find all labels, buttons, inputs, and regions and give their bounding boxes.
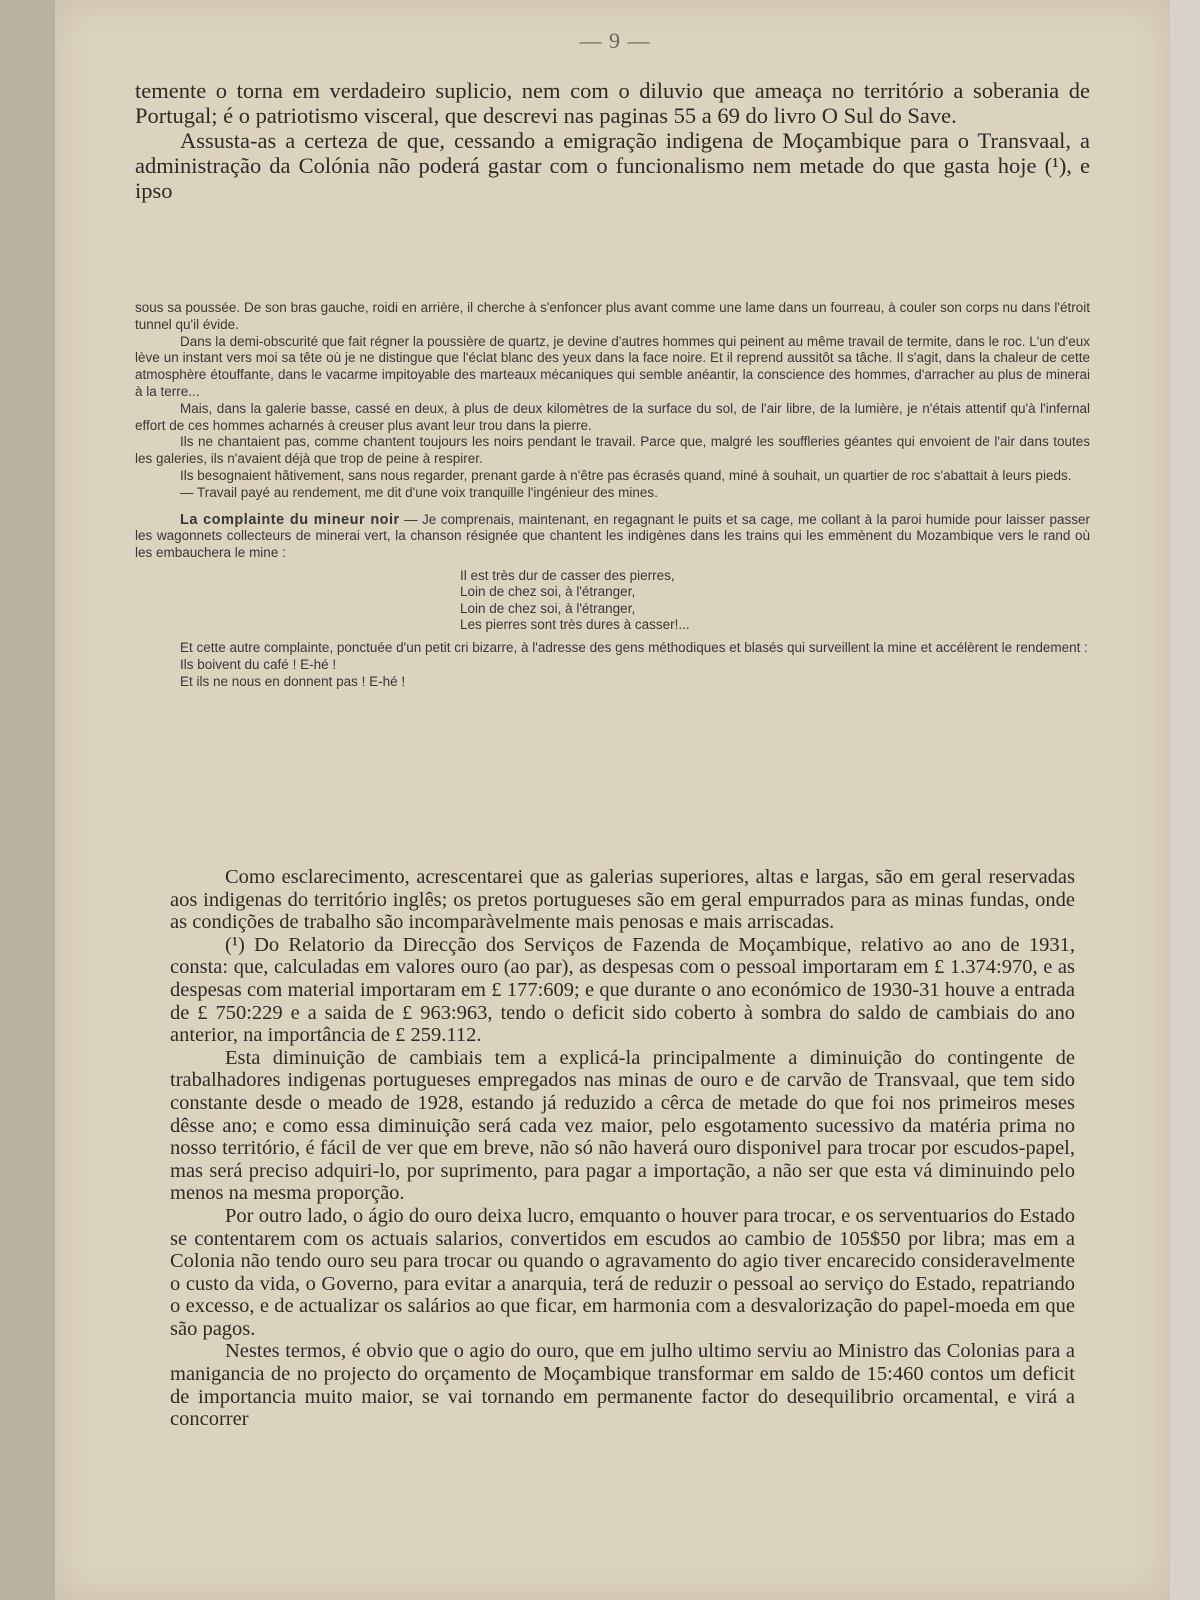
verse-line: Ils boivent du café ! E-hé ! (180, 656, 337, 672)
complainte-heading: La complainte du mineur noir (180, 511, 400, 528)
verse-line: Il est très dur de casser des pierres, (460, 567, 675, 583)
paragraph: Assusta-as a certeza de que, cessando a emigração indigena de Moçambique para o Transvaal, a administração da Colónia não poderá gastar com o funcionalismo nem metade do que gasta hoje (¹), e ipso (135, 128, 1090, 203)
lower-text-block (170, 866, 1075, 1431)
paragraph: Esta diminuição de cambiais tem a explicá-la principalmente a diminuição do contingente de trabalhadores indigenas portugueses empregados nas minas de ouro e de carvão de Transvaal, que tem sido constante desde o meado de 1928, estando já reduzido a cêrca de metade do que foi nos primeiros meses dêsse ano; e como essa diminuição será cada vez maior, pelo esgotamento sucessivo da matéria prima no nosso território, é fácil de ver que em breve, não só não haverá ouro disponivel para trocar por escudos-papel, mas será preciso adquiri-lo, por suprimento, para pagar a importação, a não ser que esta vá diminuindo pelo menos na mesma proporção. (170, 1046, 1075, 1205)
top-text-block (135, 78, 1090, 203)
quote-paragraph: Mais, dans la galerie basse, cassé en deux, à plus de deux kilomètres de la surface du sol, de l'air libre, de la lumière, je n'étais attentif qu'à l'infernal effort de ces hommes acharnés à creuser plus avant leur trou dans la pierre. (135, 400, 1090, 433)
document-page (55, 0, 1170, 1600)
paragraph: temente o torna em verdadeiro suplicio, nem com o diluvio que ameaça no território a soberania de Portugal; é o patriotismo visceral, que descrevi nas paginas 55 a 69 do livro O Sul do Save. (135, 78, 1090, 128)
complainte-paragraph (135, 512, 1090, 562)
french-quote-block (135, 300, 1090, 690)
quote-paragraph: Ils ne chantaient pas, comme chantent toujours les noirs pendant le travail. Parce que, malgré les souffleries géantes qui envoient de l'air dans toutes les galeries, ils n'avaient déjà que trop de peine à respirer. (135, 434, 1090, 467)
paragraph: Como esclarecimento, acrescentarei que as galerias superiores, altas e largas, são em geral reservadas aos indigenas do território inglês; os pretos portugueses são em geral empurrados para as minas fundas, onde as condições de trabalho são incomparàvelmente mais penosas e mais arriscadas. (170, 866, 1075, 934)
quote-paragraph: Et cette autre complainte, ponctuée d'un petit cri bizarre, à l'adresse des gens méthodiques et blasés qui surveillent la mine et accélèrent le rendement : (180, 639, 1088, 655)
quote-paragraph: — Travail payé au rendement, me dit d'une voix tranquille l'ingénieur des mines. (180, 484, 658, 500)
left-page-edge (0, 0, 56, 1600)
verse-line: Les pierres sont très dures à casser!... (460, 617, 690, 633)
quote-paragraph: Ils besognaient hâtivement, sans nous regarder, prenant garde à n'être pas écrasés quand, miné à souhait, un quartier de roc s'abattait à leurs pieds. (180, 467, 1072, 483)
verse-line: Loin de chez soi, à l'étranger, (460, 584, 636, 600)
complainte-text: — Je comprenais, maintenant, en regagnant le puits et sa cage, me collant à la paroi humide pour laisser passer les wagonnets collecteurs de minerai vert, la chanson résignée que chantent les indigènes dans les trains qui les emmènent du Mozambique vers le rand où les embauchera le mine : (135, 511, 1090, 561)
page-number: — 9 — (579, 28, 651, 53)
quote-paragraph: sous sa poussée. De son bras gauche, roidi en arrière, il cherche à s'enfoncer plus avant comme une lame dans un fourreau, à couler son corps nu dans l'étroit tunnel qu'il évide. (135, 300, 1090, 332)
verse-line: Et ils ne nous en donnent pas ! E-hé ! (180, 673, 406, 689)
paragraph: Por outro lado, o ágio do ouro deixa lucro, emquanto o houver para trocar, e os serventuarios do Estado se contentarem com os actuais salarios, convertidos em escudos ao cambio de 105$50 por libra; mas em a Colonia não tendo ouro seu para trocar ou quando o agravamento do agio tiver encarecido consideravelmente o custo da vida, o Governo, para evitar a anarquia, terá de reduzir o pessoal ao serviço do Estado, repatriando o excesso, e de actualizar os salários ao que ficar, em harmonia com a desvalorização do papel-moeda em que são pagos. (170, 1204, 1075, 1340)
paragraph: Nestes termos, é obvio que o agio do ouro, que em julho ultimo serviu ao Ministro das Colonias para a manigancia de no projecto do orçamento de Moçambique transformar em saldo de 15:460 contos um deficit de importancia muito maior, se vai tornando em permanente factor do desequilibrio orcamental, e virá a concorrer (170, 1340, 1075, 1431)
quote-paragraph: Dans la demi-obscurité que fait régner la poussière de quartz, je devine d'autres hommes qui peinent au même travail de termite, dans le roc. L'un d'eux lève un instant vers moi sa tête où je ne distingue que l'éclat blanc des yeux dans la face noire. Et il reprend aussitôt sa tâche. Il s'agit, dans la chaleur de cette atmosphère étouffante, dans le vacarme impitoyable des marteaux mécaniques qui semble anéantir, la conscience des hommes, d'arracher au plus de minerai à la terre... (135, 333, 1090, 399)
verse-line: Loin de chez soi, à l'étranger, (460, 600, 636, 616)
verse-block (460, 568, 1090, 634)
footnote-paragraph: (¹) Do Relatorio da Direcção dos Serviços de Fazenda de Moçambique, relativo ao ano de 1931, consta: que, calculadas em valores ouro (ao par), as despesas com o pessoal importaram em £ 1.374:970, e as despesas com material importaram em £ 177:609; e que durante o ano económico de 1930-31 houve a entrada de £ 750:229 e a saida de £ 963:963, tendo o deficit sido coberto à sombra do saldo de cambiais do ano anterior, na importância de £ 259.112. (170, 933, 1075, 1047)
